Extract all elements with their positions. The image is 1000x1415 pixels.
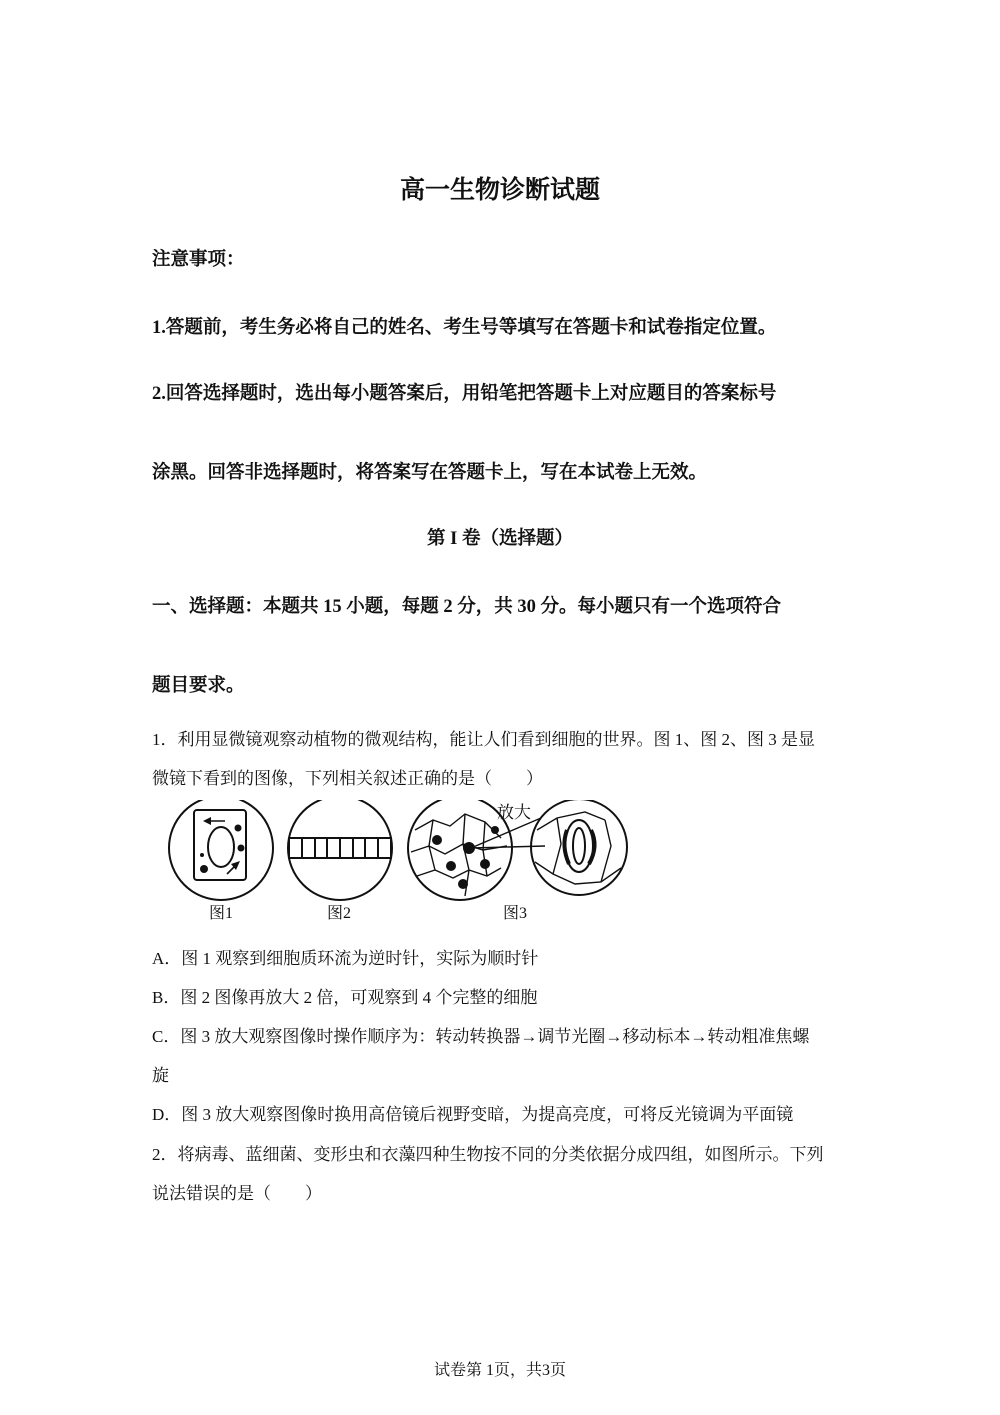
q2-stem-line-2: 说法错误的是（ ）	[152, 1184, 322, 1203]
page-title: 高一生物诊断试题	[399, 177, 600, 204]
notice-item-1: 1.答题前，考生务必将自己的姓名、考生号等填写在答题卡和试卷指定位置。	[152, 318, 777, 338]
q1-option-b: B．图 2 图像再放大 2 倍，可观察到 4 个完整的细胞	[152, 988, 538, 1007]
q1-option-c-line-2: 旋	[152, 1066, 169, 1085]
section-heading-line-1: 一、选择题：本题共 15 小题，每题 2 分，共 30 分。每小题只有一个选项符合	[152, 597, 782, 617]
figure-1-label: 图1	[209, 905, 234, 922]
figure-2-cell-row-diagram	[288, 800, 392, 900]
q1-stem-line-2: 微镜下看到的图像，下列相关叙述正确的是（ ）	[152, 769, 543, 788]
page-footer: 试卷第 1页，共3页	[433, 1362, 566, 1379]
q1-stem-line-1: 1．利用显微镜观察动植物的微观结构，能让人们看到细胞的世界。图 1、图 2、图 3 是显	[152, 730, 815, 749]
figure-2-label: 图2	[327, 905, 352, 922]
volume-title: 第 I 卷（选择题）	[427, 529, 573, 549]
figure-1-cell-diagram	[169, 800, 273, 900]
q1-option-c-line-1: C．图 3 放大观察图像时操作顺序为：转动转换器→调节光圈→移动标本→转动粗准焦螺	[152, 1027, 810, 1046]
q1-option-a: A．图 1 观察到细胞质环流为逆时针，实际为顺时针	[152, 949, 539, 968]
figure-3-label: 图3	[503, 905, 528, 922]
q2-stem-line-1: 2．将病毒、蓝细菌、变形虫和衣藻四种生物按不同的分类依据分成四组，如图所示。下列	[152, 1145, 824, 1164]
microscope-figure	[165, 800, 635, 925]
notice-item-2-line-1: 2.回答选择题时，选出每小题答案后，用铅笔把答题卡上对应题目的答案标号	[152, 384, 777, 404]
notice-heading: 注意事项：	[152, 250, 245, 270]
q1-option-d: D．图 3 放大观察图像时换用高倍镜后视野变暗，为提高亮度，可将反光镜调为平面镜	[152, 1105, 794, 1124]
section-heading-line-2: 题目要求。	[152, 676, 245, 696]
notice-item-2-line-2: 涂黑。回答非选择题时，将答案写在答题卡上，写在本试卷上无效。	[152, 463, 708, 483]
magnify-annotation: 放大	[497, 803, 531, 822]
